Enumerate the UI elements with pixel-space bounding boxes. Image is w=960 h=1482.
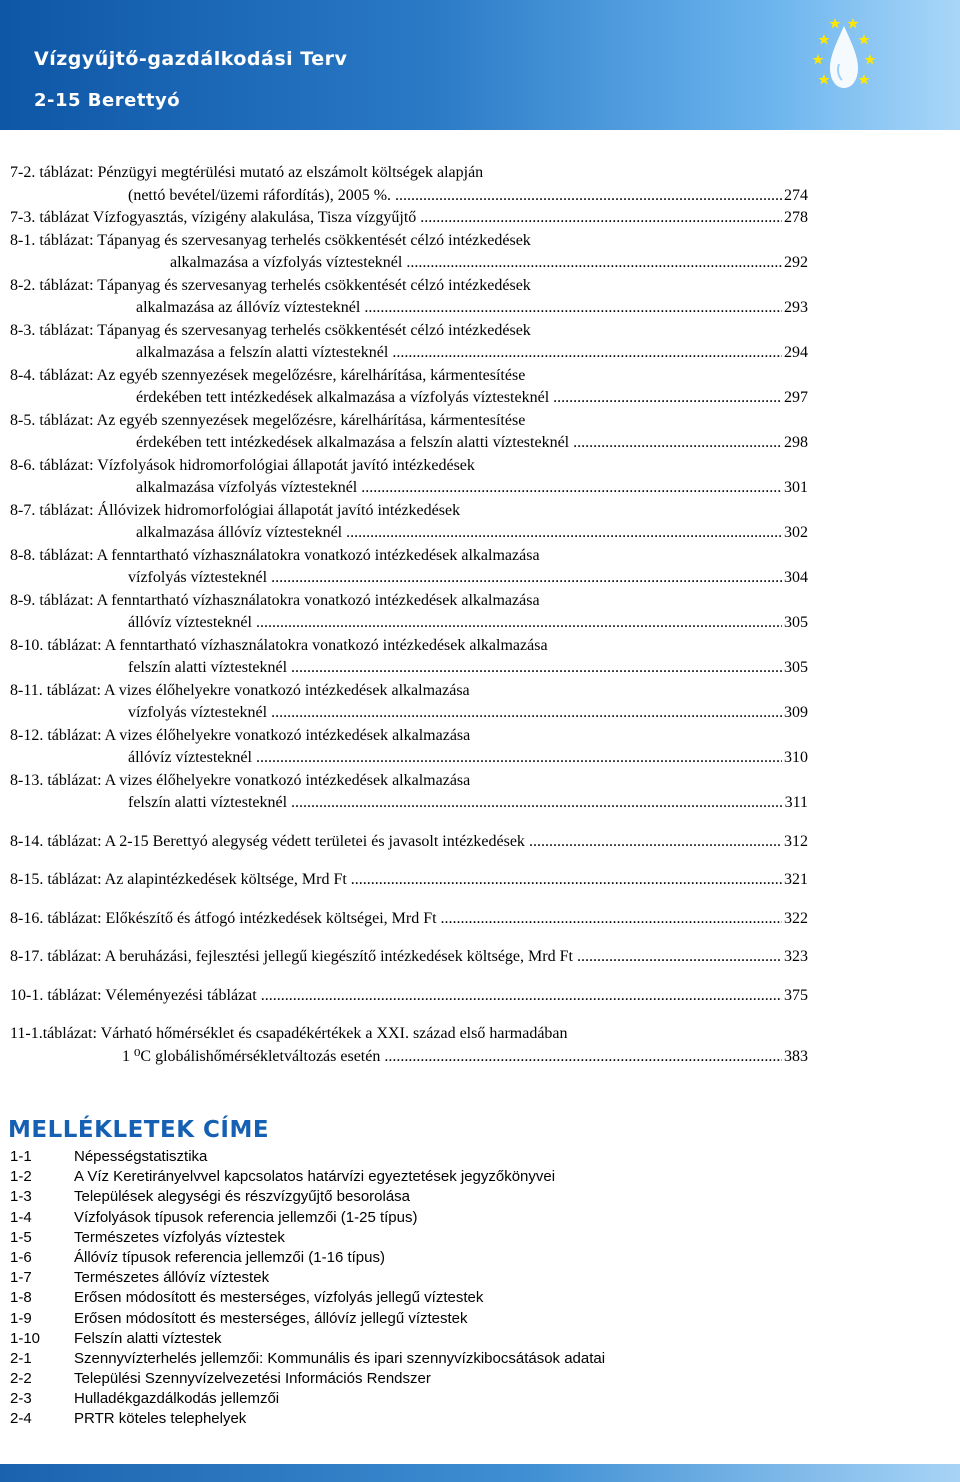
toc-entry[interactable] (10, 365, 808, 410)
toc-page-number: 298 (784, 434, 808, 451)
toc-entry[interactable] (10, 230, 808, 275)
annex-title: PRTR köteles telephelyek (74, 1410, 247, 1428)
toc-entry-title: 8-16. táblázat: Előkészítő és átfogó intézkedések költségei, Mrd Ft ..... (10, 908, 782, 931)
toc-entry-title-continuation: felszín alatti víztesteknél ..... (128, 657, 782, 680)
annex-item[interactable] (10, 1167, 910, 1187)
toc-entry-title: 8-8. táblázat: A fenntartható vízhasználatokra vonatkozó intézkedések alkalmazása (10, 546, 540, 564)
toc-entry[interactable] (10, 275, 808, 320)
toc-entry-title-continuation: állóvíz víztesteknél ..... (128, 612, 782, 635)
toc-entry-title-continuation: vízfolyás víztesteknél ..... (128, 702, 782, 725)
toc-entry-title: 10-1. táblázat: Véleményezési táblázat ..... (10, 985, 782, 1008)
annex-number: 1-8 (10, 1289, 32, 1307)
toc-entry-title-continuation: érdekében tett intézkedések alkalmazása a felszín alatti víztesteknél ..... (136, 432, 782, 455)
document-title: Vízgyűjtő-gazdálkodási Terv (34, 48, 348, 70)
toc-entry-title: 11-1.táblázat: Várható hőmérséklet és csapadékértékek a XXI. század első harmadában (10, 1025, 568, 1042)
toc-entry-title: 8-6. táblázat: Vízfolyások hidromorfológiai állapotát javító intézkedések (10, 456, 475, 474)
toc-page-number: 302 (784, 524, 808, 541)
toc-page-number: 312 (784, 832, 808, 850)
toc-entry[interactable] (10, 590, 808, 635)
toc-entry-title-continuation: állóvíz víztesteknél ..... (128, 747, 782, 770)
annex-number: 1-9 (10, 1309, 32, 1327)
toc-page-number: 294 (784, 344, 808, 361)
document-header (0, 0, 960, 130)
toc-entry-title-continuation: alkalmazása a felszín alatti víztesteknél ..... (136, 342, 782, 365)
toc-page-number: 304 (784, 569, 808, 586)
footer-bar (0, 1464, 960, 1482)
annex-item[interactable] (10, 1147, 910, 1167)
toc-entry-title: 8-7. táblázat: Állóvizek hidromorfológiai állapotát javító intézkedések (10, 501, 461, 519)
toc-entry-title-continuation: (nettó bevétel/üzemi ráfordítás), 2005 %. ..... (128, 185, 782, 208)
toc-entry-title-continuation: 1 ⁰C globálishőmérsékletváltozás esetén ..... (122, 1046, 782, 1069)
toc-entry-title: 8-15. táblázat: Az alapintézkedések költsége, Mrd Ft ..... (10, 869, 782, 892)
annex-item[interactable] (10, 1329, 910, 1349)
annex-number: 1-3 (10, 1188, 32, 1206)
toc-entry-title: 8-14. táblázat: A 2-15 Berettyó alegység védett területei és javasolt intézkedések ..... (10, 831, 782, 854)
annex-title: Természetes állóvíz víztestek (74, 1269, 270, 1287)
toc-entry[interactable] (10, 500, 808, 545)
annex-title: Szennyvízterhelés jellemzői: Kommunális és ipari szennyvízkibocsátások adatai (74, 1349, 606, 1367)
annex-title: Hulladékgazdálkodás jellemzői (74, 1390, 280, 1408)
annex-item[interactable] (10, 1409, 910, 1429)
toc-entry[interactable] (10, 985, 808, 1008)
annex-item[interactable] (10, 1228, 910, 1248)
toc-entry-title: 8-11. táblázat: A vizes élőhelyekre vonatkozó intézkedések alkalmazása (10, 681, 470, 699)
annex-item[interactable] (10, 1208, 910, 1228)
toc-entry-title-continuation: alkalmazása vízfolyás víztesteknél ..... (136, 477, 782, 500)
toc-entry[interactable] (10, 162, 808, 207)
annex-number: 2-1 (10, 1349, 32, 1367)
toc-page-number: 278 (784, 209, 808, 226)
water-drop-stars-icon (806, 4, 882, 108)
toc-entry[interactable] (10, 320, 808, 365)
toc-entry-title: 8-17. táblázat: A beruházási, fejlesztési jellegű kiegészítő intézkedések költsége, Mrd Ft ..... (10, 946, 782, 969)
annex-title: Erősen módosított és mesterséges, vízfolyás jellegű víztestek (74, 1289, 484, 1307)
annex-number: 1-4 (10, 1208, 32, 1226)
toc-page-number: 310 (784, 749, 808, 766)
toc-page-number: 297 (784, 389, 808, 406)
annex-item[interactable] (10, 1309, 910, 1329)
annex-number: 1-2 (10, 1168, 32, 1186)
toc-entry[interactable] (10, 545, 808, 590)
toc-entry-title-continuation: érdekében tett intézkedések alkalmazása a vízfolyás víztesteknél ..... (136, 387, 782, 410)
toc-entry[interactable] (10, 770, 808, 815)
toc-entry[interactable] (10, 680, 808, 725)
annex-item[interactable] (10, 1288, 910, 1308)
annex-item[interactable] (10, 1369, 910, 1389)
toc-entry[interactable] (10, 635, 808, 680)
annex-title: A Víz Keretirányelvvel kapcsolatos határvízi egyeztetések jegyzőkönyvei (74, 1168, 556, 1186)
toc-entry[interactable] (10, 1023, 808, 1068)
annex-title: Felszín alatti víztestek (74, 1329, 222, 1347)
toc-page-number: 311 (784, 794, 808, 811)
annex-item[interactable] (10, 1349, 910, 1369)
toc-entry[interactable] (10, 207, 808, 230)
toc-page-number: 305 (784, 659, 808, 676)
toc-entry-title-continuation: felszín alatti víztesteknél ..... (128, 792, 783, 815)
toc-entry-title: 7-2. táblázat: Pénzügyi megtérülési mutató az elszámolt költségek alapján (10, 164, 484, 181)
annex-number: 2-3 (10, 1390, 32, 1408)
annex-title: Erősen módosított és mesterséges, állóvíz jellegű víztestek (74, 1309, 468, 1327)
annex-number: 1-7 (10, 1269, 32, 1287)
table-of-tables (10, 162, 808, 1068)
toc-page-number: 322 (784, 909, 808, 927)
toc-entry[interactable] (10, 946, 808, 969)
toc-entry[interactable] (10, 455, 808, 500)
toc-page-number: 383 (784, 1047, 808, 1065)
toc-entry-title: 8-3. táblázat: Tápanyag és szervesanyag terhelés csökkentését célzó intézkedések (10, 321, 531, 339)
toc-page-number: 292 (784, 254, 808, 271)
toc-page-number: 274 (784, 186, 808, 204)
annex-number: 1-10 (10, 1329, 41, 1347)
annex-title: Települési Szennyvízelvezetési Információs Rendszer (74, 1370, 431, 1388)
toc-entry-title-continuation: alkalmazása az állóvíz víztesteknél ..... (136, 297, 782, 320)
toc-entry-title-continuation: alkalmazása állóvíz víztesteknél ..... (136, 522, 782, 545)
toc-page-number: 305 (784, 614, 808, 631)
toc-entry-title: 8-9. táblázat: A fenntartható vízhasználatokra vonatkozó intézkedések alkalmazása (10, 591, 540, 609)
toc-entry[interactable] (10, 831, 808, 854)
toc-entry-title-continuation: vízfolyás víztesteknél ..... (128, 567, 782, 590)
toc-page-number: 293 (784, 299, 808, 316)
annex-number: 1-6 (10, 1248, 32, 1266)
toc-entry-title: 8-5. táblázat: Az egyéb szennyezések megelőzésre, kárelhárítása, kármentesítése (10, 411, 526, 429)
toc-page-number: 321 (784, 871, 808, 888)
toc-entry-title: 8-12. táblázat: A vizes élőhelyekre vonatkozó intézkedések alkalmazása (10, 726, 471, 744)
toc-page-number: 375 (784, 986, 808, 1004)
toc-entry-title: 8-13. táblázat: A vizes élőhelyekre vonatkozó intézkedések alkalmazása (10, 771, 471, 789)
toc-page-number: 301 (784, 479, 808, 496)
toc-entry-title: 7-3. táblázat Vízfogyasztás, vízigény alakulása, Tisza vízgyűjtő ..... (10, 207, 782, 230)
toc-entry-title: 8-4. táblázat: Az egyéb szennyezések megelőzésre, kárelhárítása, kármentesítése (10, 366, 526, 384)
annex-title: Természetes vízfolyás víztestek (74, 1228, 285, 1246)
toc-entry[interactable] (10, 725, 808, 770)
toc-entry[interactable] (10, 410, 808, 455)
annex-number: 1-5 (10, 1228, 32, 1246)
annex-number: 1-1 (10, 1148, 32, 1165)
toc-entry-title: 8-10. táblázat: A fenntartható vízhasználatokra vonatkozó intézkedések alkalmazása (10, 636, 548, 654)
toc-entry-title: 8-1. táblázat: Tápanyag és szervesanyag terhelés csökkentését célzó intézkedések (10, 231, 531, 249)
toc-page-number: 323 (784, 948, 808, 965)
annex-title: Települések alegységi és részvízgyűjtő besorolása (74, 1188, 411, 1206)
toc-page-number: 309 (784, 704, 808, 721)
annex-item[interactable] (10, 1389, 910, 1409)
toc-entry-title-continuation: alkalmazása a vízfolyás víztesteknél ..... (170, 252, 782, 275)
annex-title: Állóvíz típusok referencia jellemzői (1-16 típus) (74, 1248, 385, 1266)
annex-item[interactable] (10, 1268, 910, 1288)
document-subtitle: 2-15 Berettyó (34, 90, 181, 111)
annex-heading: MELLÉKLETEK CÍME (8, 1117, 270, 1143)
annex-item[interactable] (10, 1248, 910, 1268)
annex-item[interactable] (10, 1187, 910, 1207)
annex-title: Népességstatisztika (74, 1148, 208, 1165)
toc-entry[interactable] (10, 869, 808, 892)
annex-number: 2-4 (10, 1410, 32, 1428)
toc-entry-title: 8-2. táblázat: Tápanyag és szervesanyag terhelés csökkentését célzó intézkedések (10, 276, 531, 294)
annex-list (10, 1147, 910, 1430)
annex-number: 2-2 (10, 1370, 32, 1388)
toc-entry[interactable] (10, 908, 808, 931)
annex-title: Vízfolyások típusok referencia jellemzői (1-25 típus) (74, 1208, 418, 1226)
